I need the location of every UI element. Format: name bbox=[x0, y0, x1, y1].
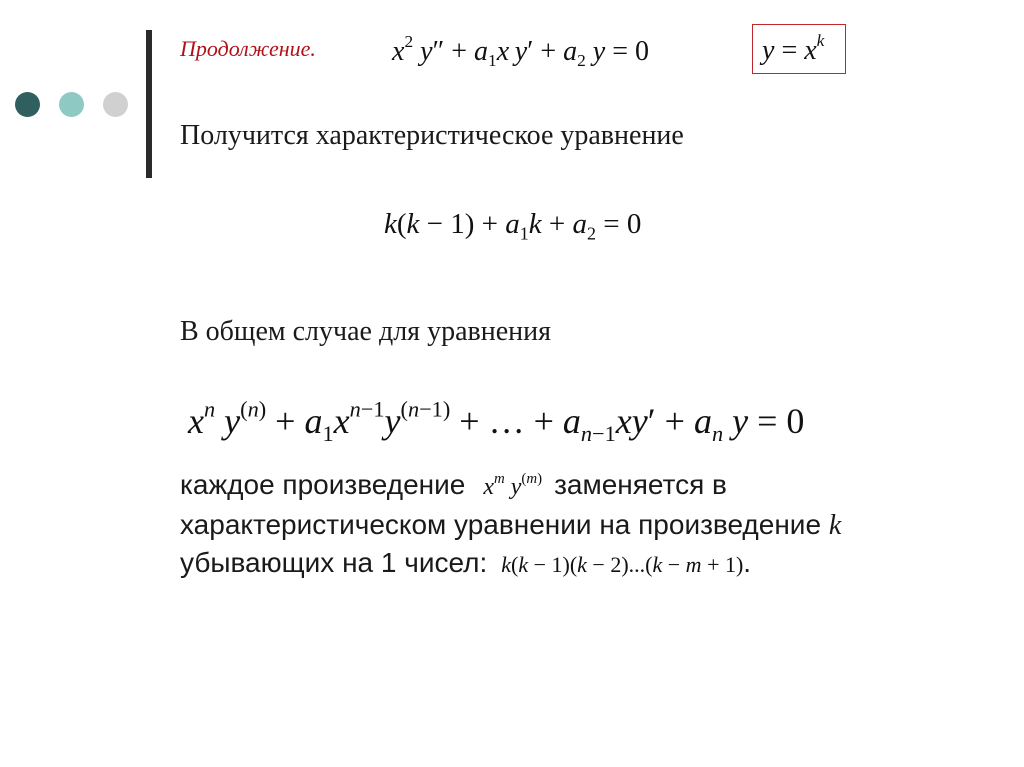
replacement-paragraph bbox=[180, 466, 960, 583]
vertical-divider bbox=[146, 30, 152, 178]
euler-equation-formula: $x^2$ $y'' + a_1x$ $y' + a_2$ y = 0 bbox=[392, 31, 650, 71]
general-case-text: В общем случае для уравнения bbox=[180, 316, 551, 347]
para-k-symbol: k bbox=[828, 510, 842, 541]
decor-dot-teal bbox=[59, 92, 84, 117]
characteristic-intro-text: Получится характеристическое уравнение bbox=[180, 120, 684, 151]
characteristic-equation-formula: $k(k - 1) + a_1k + a_2 = 0$ bbox=[384, 208, 642, 244]
para-text-1: каждое произведение bbox=[180, 469, 466, 500]
product-term-formula: $x^m$ $y^{(m)}$ bbox=[483, 470, 543, 500]
falling-product-formula: k(k − 1)(k − 2)...(k − m + 1) bbox=[501, 552, 744, 577]
substitution-formula: $y = x^k$ bbox=[762, 30, 825, 66]
decor-dot-gray bbox=[103, 92, 128, 117]
general-equation-formula: $x^n$ $y^{(n)} + a_1x^{n-1}y^{(n-1)}$ + … + $a_{n-1}xy' + a_n$ y = 0 bbox=[188, 396, 805, 446]
decor-dot-dark bbox=[15, 92, 40, 117]
para-text-2: заменяется в характеристическом уравнении на произведение bbox=[180, 469, 822, 540]
para-text-3: убывающих на 1 чисел: bbox=[180, 547, 488, 578]
continuation-label: Продолжение. bbox=[180, 36, 316, 61]
para-end-dot: . bbox=[743, 547, 752, 578]
